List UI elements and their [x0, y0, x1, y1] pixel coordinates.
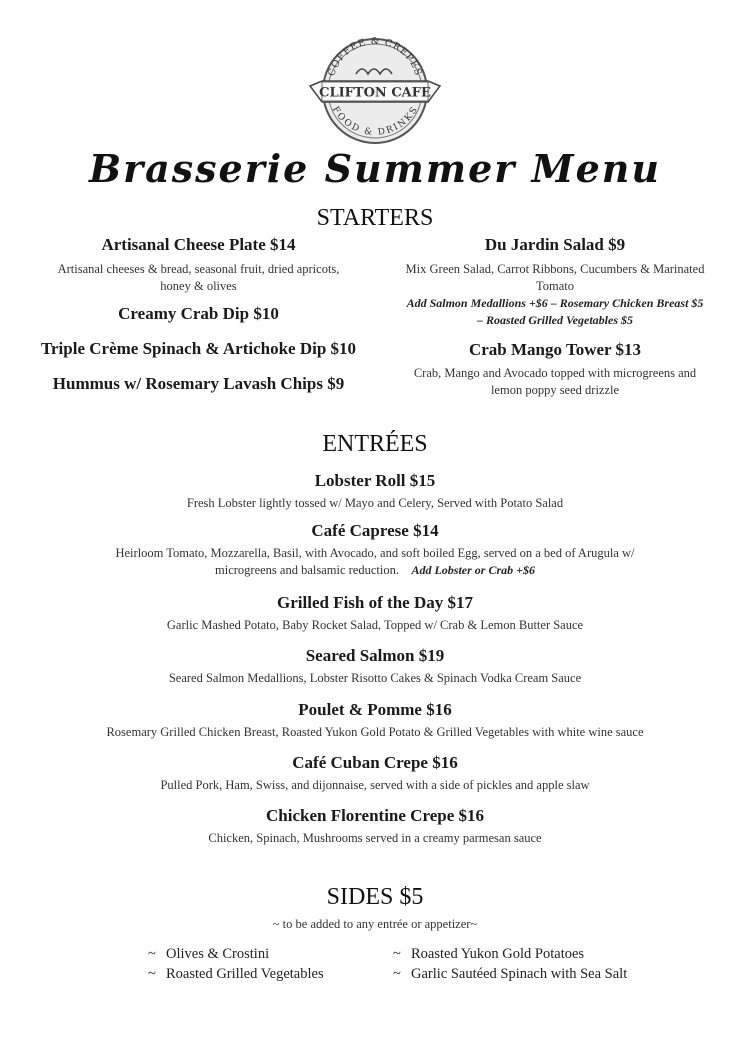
menu-item-name: Lobster Roll $15	[314, 471, 436, 490]
tilde-bullet: ~	[148, 966, 156, 982]
entree-item	[40, 471, 710, 512]
menu-item-note: Add Lobster or Crab +$6	[411, 563, 535, 577]
svg-text:COFFEE & CREPES: COFFEE & CREPES	[326, 35, 424, 78]
tilde-bullet: ~	[393, 966, 401, 982]
menu-item-desc: Artisanal cheeses & bread, seasonal fruit, dried apricots,	[57, 262, 340, 276]
starters-right-column	[386, 235, 724, 329]
menu-item-name: Poulet & Pomme $16	[298, 700, 452, 719]
menu-item-desc: Garlic Mashed Potato, Baby Rocket Salad, Topped w/ Crab & Lemon Butter Sauce	[166, 618, 584, 632]
menu-item-desc: Tomato	[535, 279, 574, 293]
entree-item	[40, 593, 710, 634]
menu-item-desc: Rosemary Grilled Chicken Breast, Roasted Yukon Gold Potato & Grilled Vegetables with white wine sauce	[106, 725, 644, 739]
list-item: ~ Roasted Yukon Gold Potatoes	[393, 946, 585, 962]
menu-item-name: Du Jardin Salad $9	[484, 235, 626, 254]
menu-item-desc: Seared Salmon Medallions, Lobster Risotto Cakes & Spinach Vodka Cream Sauce	[168, 671, 582, 685]
menu-item-desc: honey & olives	[160, 279, 237, 293]
menu-item-name: Crab Mango Tower $13	[468, 340, 642, 359]
menu-title: Brasserie Summer Menu	[89, 146, 661, 191]
menu-item-note: Add Salmon Medallions +$6 – Rosemary Chicken Breast $5	[406, 296, 704, 310]
entree-item	[40, 646, 710, 687]
menu-item-name: Creamy Crab Dip $10	[118, 304, 279, 323]
starters-heading: STARTERS	[316, 205, 434, 231]
sides-right-list	[393, 944, 627, 984]
menu-item-desc: Pulled Pork, Ham, Swiss, and dijonnaise, served with a side of pickles and apple slaw	[160, 778, 590, 792]
entree-item	[40, 700, 710, 741]
menu-item-name: Triple Crème Spinach & Artichoke Dip $10	[40, 339, 357, 358]
clifton-cafe-logo	[308, 34, 442, 144]
menu-item-desc: Heirloom Tomato, Mozzarella, Basil, with Avocado, and soft boiled Egg, served on a bed of Arugula w/	[115, 546, 635, 560]
menu-item-desc: Fresh Lobster lightly tossed w/ Mayo and Celery, Served with Potato Salad	[186, 496, 564, 510]
sides-heading: SIDES $5	[326, 884, 424, 910]
menu-item-desc-part: microgreens and balsamic reduction.	[215, 563, 399, 577]
menu-item-name: Chicken Florentine Crepe $16	[266, 806, 484, 825]
tilde-bullet: ~	[393, 946, 401, 962]
sides-left-list	[148, 944, 324, 984]
logo-name: CLIFTON CAFE	[319, 85, 431, 101]
menu-item-name: Café Cuban Crepe $16	[292, 753, 458, 772]
starters-left-column	[30, 235, 367, 295]
tilde-bullet: ~	[148, 946, 156, 962]
entree-item	[40, 753, 710, 794]
sides-subtitle: ~ to be added to any entrée or appetizer~	[272, 917, 478, 931]
menu-item-note: – Roasted Grilled Vegetables $5	[477, 313, 633, 327]
menu-item-name: Café Caprese $14	[311, 521, 439, 540]
entree-item	[40, 806, 710, 847]
list-item: ~ Olives & Crostini	[148, 946, 270, 962]
entree-item	[40, 521, 710, 579]
menu-item-name: Seared Salmon $19	[305, 646, 445, 665]
menu-item-desc: lemon poppy seed drizzle	[490, 383, 620, 397]
entrees-heading: ENTRÉES	[322, 431, 428, 457]
svg-text:FOOD & DRINKS: FOOD & DRINKS	[329, 105, 421, 138]
menu-item-name: Grilled Fish of the Day $17	[277, 593, 473, 612]
menu-item-name: Artisanal Cheese Plate $14	[101, 235, 296, 254]
menu-item-desc: Crab, Mango and Avocado topped with microgreens and	[413, 366, 697, 380]
list-item: ~ Roasted Grilled Vegetables	[148, 966, 324, 982]
menu-item-desc: Chicken, Spinach, Mushrooms served in a creamy parmesan sauce	[208, 831, 542, 845]
menu-item-name: Hummus w/ Rosemary Lavash Chips $9	[52, 374, 345, 393]
menu-item-desc: Mix Green Salad, Carrot Ribbons, Cucumbers & Marinated	[405, 262, 705, 276]
menu-item-desc	[40, 562, 710, 579]
list-item: ~ Garlic Sautéed Spinach with Sea Salt	[393, 966, 628, 982]
